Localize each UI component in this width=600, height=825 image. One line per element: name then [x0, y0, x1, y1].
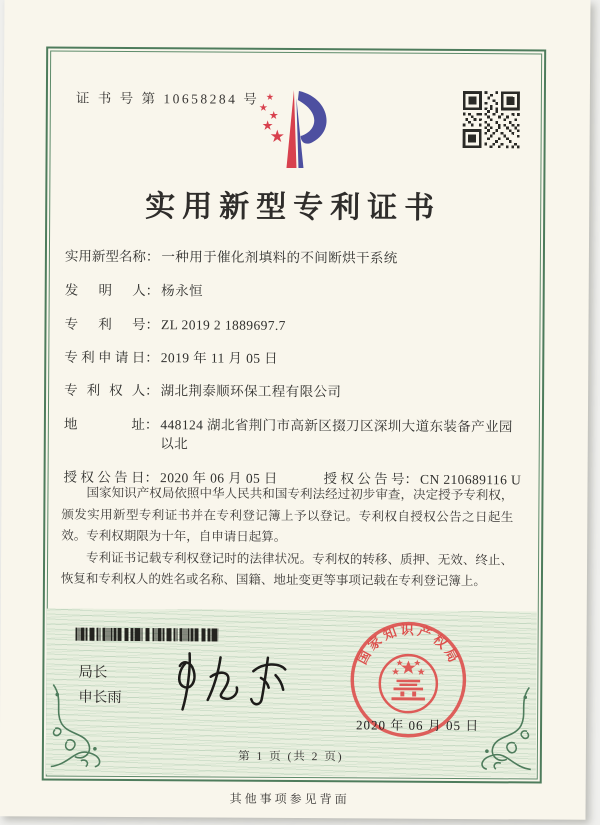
field-grant-row: 授权公告日 ： 2020 年 06 月 05 日 授权公告号 ： CN 210689116 U: [63, 469, 522, 488]
field-grant-no-value: CN 210689116 U: [420, 471, 522, 488]
svg-text:★: ★: [269, 126, 285, 147]
grant-seal-date: 2020 年 06 月 05 日: [356, 717, 480, 734]
svg-text:国家知识产权局: [353, 621, 463, 667]
svg-text:★: ★: [268, 108, 279, 122]
field-grant-date-value: 2020 年 06 月 05 日: [160, 470, 278, 486]
field-name: 实用新型名称 ： 一种用于催化剂填料的不间断烘干系统: [65, 247, 517, 269]
barcode: [76, 628, 219, 642]
field-patent-no-label: 专利号: [64, 316, 146, 333]
field-patentee-value: 湖北荆泰顺环保工程有限公司: [160, 383, 342, 400]
certificate-title: 实用新型专利证书: [145, 190, 442, 225]
page-number: 第 1 页 (共 2 页): [238, 750, 344, 764]
legal-paragraph-1: 国家知识产权局依照中华人民共和国专利法经过初步审查，决定授予专利权，颁发实用新型专利证书并在专利登记簿上予以登记。专利权自授权公告之日起生效。专利权期限为十年，自申请日起算。: [61, 485, 514, 544]
back-side-note: 其他事项参见背面: [229, 791, 350, 807]
field-filing-date-label: 专利申请日: [64, 349, 146, 366]
director-signature: [164, 649, 309, 723]
seal-text: 国家知识产权局: [354, 622, 463, 668]
field-name-label: 实用新型名称: [64, 248, 146, 265]
legal-text: [61, 483, 514, 593]
director-title: 局长: [78, 664, 108, 681]
field-grant-no-label: 授权公告号: [323, 471, 405, 487]
field-list: [63, 247, 522, 505]
field-grant-date-label: 授权公告日: [63, 469, 145, 486]
svg-text:★: ★: [261, 118, 274, 134]
signature-panel: [46, 608, 537, 777]
corner-ornament-right: [463, 685, 536, 776]
svg-text:★: ★: [258, 102, 268, 114]
cnipa-patent-logo-icon: [255, 84, 336, 179]
corner-ornament-left: [47, 682, 120, 773]
field-address: 地址 ： 448124 湖北省荆门市高新区掇刀区深圳大道东装备产业园以北: [64, 415, 516, 456]
field-inventor-label: 发明人: [64, 282, 146, 299]
field-inventor-value: 杨永恒: [161, 283, 203, 299]
field-patent-no-value: ZL 2019 2 1889697.7: [160, 317, 286, 333]
field-address-value: 448124 湖北省荆门市高新区掇刀区深圳大道东装备产业园以北: [160, 417, 513, 452]
legal-paragraph-2: 专利证书记载专利权登记时的法律状况。专利权的转移、质押、无效、终止、恢复和专利权人的姓名或名称、国籍、地址变更等事项记载在专利登记簿上。: [60, 550, 514, 589]
director-name: 申长雨: [78, 689, 122, 706]
field-patent-no: 专利号 ： ZL 2019 2 1889697.7: [64, 315, 516, 337]
field-patentee-label: 专利权人: [64, 382, 146, 399]
national-emblem-icon: [380, 655, 437, 712]
qr-code: [463, 91, 520, 148]
field-inventor: 发明人 ： 杨永恒: [65, 281, 517, 303]
certificate-number: 证 书 号 第 10658284 号: [75, 90, 260, 107]
field-filing-date-value: 2019 年 11 月 05 日: [160, 350, 279, 366]
field-address-label: 地址: [63, 416, 145, 433]
svg-text:★: ★: [265, 92, 275, 103]
field-name-value: 一种用于催化剂填料的不间断烘干系统: [161, 249, 398, 266]
field-patentee: 专利权人 ： 湖北荆泰顺环保工程有限公司: [64, 381, 516, 403]
field-filing-date: 专利申请日 ： 2019 年 11 月 05 日: [64, 348, 516, 370]
